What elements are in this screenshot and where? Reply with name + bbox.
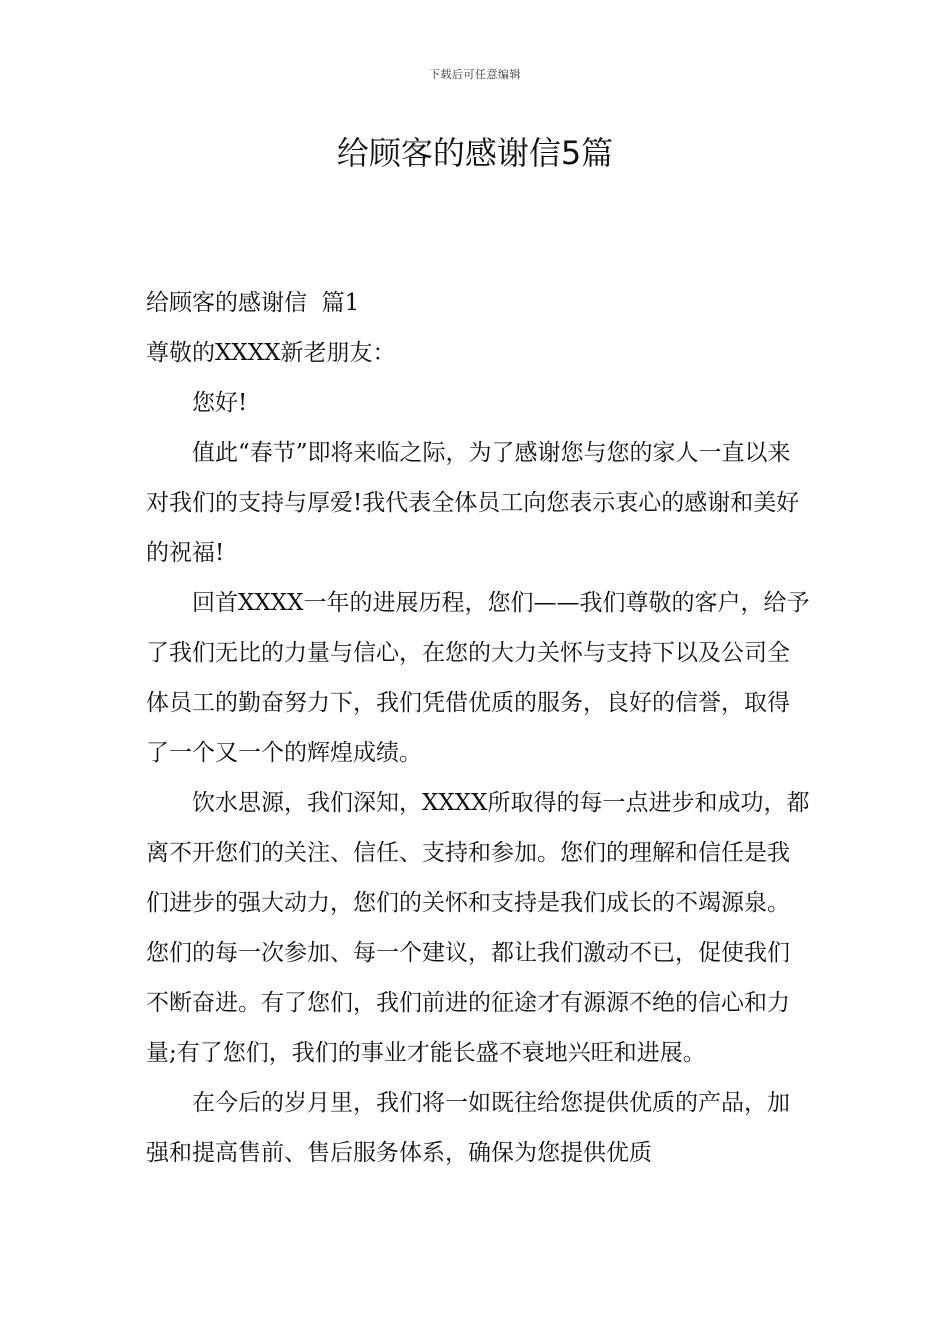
paragraph: 值此“春节”即将来临之际，为了感谢您与您的家人一直以来对我们的支持与厚爱!我代表全体员工向您表示衷心的感谢和美好的祝福! — [146, 440, 800, 566]
paragraph: 饮水思源，我们深知，XXXX所取得的每一点进步和成功，都离不开您们的关注、信任、支持和参加。您们的理解和信任是我们进步的强大动力，您们的关怀和支持是我们成长的不竭源泉。您们的每一次参加、每一个建议，都让我们激动不已，促使我们不断奋进。有了您们，我们前进的征途才有源源不绝的信心和力量;有了您们，我们的事业才能长盛不衰地兴旺和进展。 — [146, 790, 810, 1066]
letter-body — [146, 278, 812, 1178]
paragraph: 在今后的岁月里，我们将一如既往给您提供优质的产品，加强和提高售前、售后服务体系，确保为您提供优质 — [146, 1090, 790, 1166]
document-title: 给顾客的感谢信5篇 — [336, 134, 614, 172]
paragraph: 回首XXXX一年的进展历程，您们——我们尊敬的客户，给予了我们无比的力量与信心，在您的大力关怀与支持下以及公司全体员工的勤奋努力下，我们凭借优质的服务，良好的信誉，取得了一个又一个的辉煌成绩。 — [146, 590, 810, 766]
section-heading: 给顾客的感谢信 篇1 — [146, 290, 360, 316]
greeting: 您好! — [192, 390, 248, 416]
salutation: 尊敬的XXXX新老朋友： — [146, 340, 396, 366]
header-note: 下载后可任意编辑 — [429, 68, 521, 81]
